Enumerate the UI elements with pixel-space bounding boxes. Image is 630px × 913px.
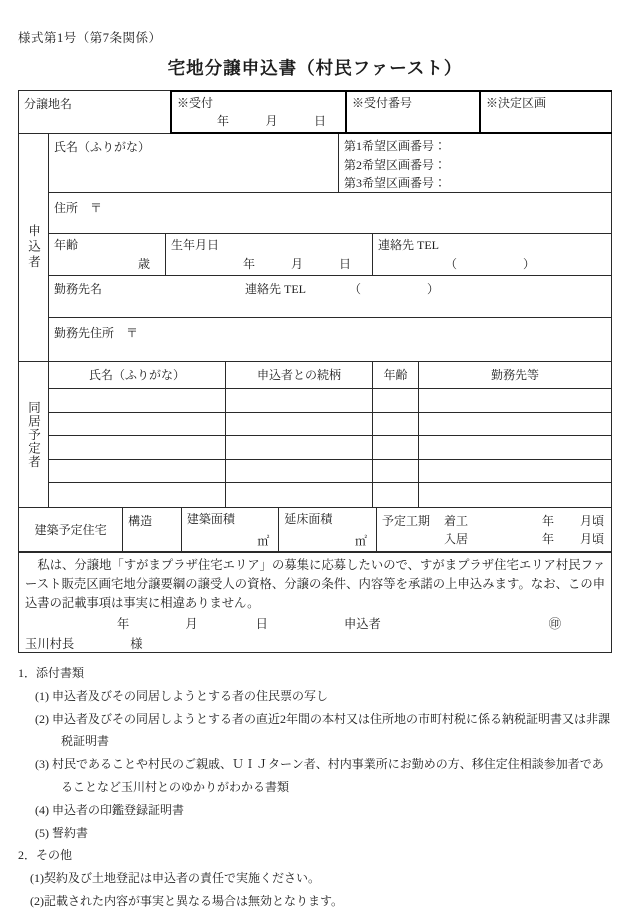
cohabitant-row [49, 413, 611, 437]
cohabitants-section [19, 361, 611, 507]
building-area-field [182, 508, 280, 551]
declaration-date-line [25, 614, 605, 634]
cohabitant-age-cell [373, 413, 419, 436]
cohabitants-section-label: 同居予定者 [19, 362, 49, 507]
applicant-section-label: 申込者 [19, 134, 49, 361]
birthdate-label: 生年月日 [171, 238, 220, 252]
notes-heading-other: 2．その他 [18, 848, 73, 863]
start-label: 着工 [444, 513, 469, 528]
cohabitant-relationship-cell [226, 483, 373, 507]
cohabitant-workplace-cell [419, 483, 611, 507]
cohabitants-header-row [49, 362, 611, 389]
structure-field: 構造 [123, 508, 182, 551]
wish-lot-1: 第1希望区画番号： [344, 139, 447, 153]
cohabitant-row [49, 436, 611, 460]
cohabitant-row [49, 483, 611, 507]
applicant-age-row [49, 234, 611, 276]
attachment-item-2: (2) 申込者及びその同居しようとする者の直近2年間の本村又は住所地の市町村税に係る納税証明書又は非課税証明書 [35, 711, 610, 749]
cohabitant-age-cell [373, 436, 419, 459]
workplace-address-field: 勤務先住所 〒 [54, 326, 139, 340]
building-area-unit: ㎡ [257, 533, 270, 548]
date-day-label: 日 [255, 616, 268, 631]
header-row [19, 91, 611, 134]
lot-name-cell: 分譲地名 [19, 91, 171, 133]
cohabitant-name-cell [49, 460, 226, 483]
addressee-name: 玉川村長 [25, 636, 75, 651]
cohabitant-name-cell [49, 389, 226, 412]
age-unit-label: 歳 [137, 257, 150, 271]
period-label: 予定工期 [382, 513, 431, 528]
planned-house-label: 建築予定住宅 [19, 508, 123, 551]
cohabitant-age-cell [373, 460, 419, 483]
construction-period-field [377, 508, 611, 551]
cohabitant-workplace-cell [419, 413, 611, 436]
cohabitants-table [49, 362, 611, 507]
declaration-block [19, 552, 611, 652]
seal-mark-icon: ㊞ [548, 616, 561, 631]
cohabitant-relationship-cell [226, 413, 373, 436]
applicant-workplace-row [49, 276, 611, 318]
cohabitant-workplace-cell [419, 460, 611, 483]
form-number: 様式第1号（第7条関係） [18, 31, 162, 45]
reception-number-cell: ※受付番号 [345, 90, 481, 134]
floor-area-field [279, 508, 377, 551]
decided-lot-cell: ※決定区画 [479, 90, 612, 134]
cohabitant-age-cell [373, 483, 419, 507]
applicant-tel-field [373, 234, 611, 275]
column-header-relationship: 申込者との続柄 [226, 362, 373, 388]
other-item-1: (1)契約及び土地登記は申込者の責任で実施ください。 [30, 871, 320, 886]
cohabitant-relationship-cell [226, 436, 373, 459]
applicant-name-row [49, 134, 611, 193]
construction-start-line [382, 512, 606, 530]
attachment-item-1: (1) 申込者及びその同居しようとする者の住民票の写し [35, 688, 328, 703]
planned-house-row [19, 507, 611, 552]
cohabitant-name-cell [49, 483, 226, 507]
application-form-table [18, 90, 612, 653]
column-header-workplace: 勤務先等 [490, 368, 539, 382]
tel-paren: （ ） [444, 257, 549, 271]
column-header-name: 氏名（ふりがな） [49, 362, 226, 388]
start-year-label: 年 [541, 513, 554, 528]
cohabitant-relationship-cell [226, 460, 373, 483]
cohabitant-name-cell [49, 413, 226, 436]
reception-date-line [177, 112, 340, 129]
cohabitant-row [49, 389, 611, 413]
applicant-section-body [49, 134, 611, 361]
movein-line [382, 530, 606, 548]
tel-label: 連絡先 TEL [378, 238, 439, 252]
movein-month-label: 月頃 [579, 531, 604, 546]
addressee-honorific: 様 [130, 636, 143, 651]
wish-lot-3: 第3希望区画番号： [344, 176, 447, 190]
building-area-label: 建築面積 [186, 511, 235, 526]
applicant-address-row [49, 193, 611, 234]
cohabitant-row [49, 460, 611, 484]
cohabitant-relationship-cell [226, 389, 373, 412]
addressee-line [25, 634, 605, 654]
reception-label: ※受付 [177, 96, 214, 110]
workplace-tel-paren: （ ） [349, 282, 454, 296]
date-year-label: 年 [117, 616, 130, 631]
start-month-label: 月頃 [579, 513, 604, 528]
birth-day-label: 日 [338, 257, 351, 271]
page-title: 宅地分譲申込書（村民ファースト） [167, 58, 463, 78]
applicant-name-field: 氏名（ふりがな） [49, 134, 339, 192]
applicant-age-field [49, 234, 166, 275]
movein-label: 入居 [444, 531, 469, 546]
movein-year-label: 年 [541, 531, 554, 546]
declaration-text: 私は、分譲地「すがまプラザ住宅エリア」の募集に応募したいので、すがまプラザ住宅エリア村民ファースト販売区画宅地分譲要綱の譲受人の資格、分譲の条件、内容等を承諾の上申込みます。なお、この申込書の記載事項は事実に相違ありません。 [25, 557, 605, 610]
birth-year-label: 年 [243, 257, 256, 271]
cohabitant-age-cell [373, 389, 419, 412]
workplace-name-label: 勤務先名 [54, 282, 103, 296]
other-item-2: (2)記載された内容が事実と異なる場合は無効となります。 [30, 893, 344, 908]
cohabitant-workplace-cell [419, 436, 611, 459]
date-month-label: 月 [185, 616, 198, 631]
applicant-address-field: 住所 〒 [54, 201, 103, 215]
wish-lot-numbers-field [339, 134, 611, 192]
cohabitant-name-cell [49, 436, 226, 459]
attachment-item-3: (3) 村民であることや村民のご親戚、ＵＩＪターン者、村内事業所にお勤めの方、移住定住相談参加者であることなど玉川村とのゆかりがわかる書類 [35, 757, 604, 794]
floor-area-unit: ㎡ [354, 533, 367, 548]
birth-month-label: 月 [290, 257, 303, 271]
attachment-item-4: (4) 申込者の印鑑登録証明書 [35, 802, 184, 817]
reception-month-label: 月 [265, 114, 278, 128]
applicant-workplace-address-row [49, 318, 611, 361]
floor-area-label: 延床面積 [284, 511, 333, 526]
cohabitant-workplace-cell [419, 389, 611, 412]
birthdate-units-line [171, 255, 367, 272]
workplace-tel-label: 連絡先 TEL [245, 282, 306, 296]
age-label: 年齢 [54, 238, 79, 252]
reception-day-label: 日 [313, 114, 326, 128]
wish-lot-2: 第2希望区画番号： [344, 157, 447, 172]
footer-notes [18, 662, 614, 913]
applicant-signature-label: 申込者 [343, 616, 381, 631]
applicant-birthdate-field [166, 234, 373, 275]
notes-heading-attachments: 1．添付書類 [18, 665, 85, 680]
reception-cell [170, 90, 347, 134]
attachment-item-5: (5) 誓約書 [35, 825, 88, 840]
column-header-age: 年齢 [373, 362, 419, 388]
applicant-section [19, 134, 611, 361]
reception-year-label: 年 [217, 114, 230, 128]
